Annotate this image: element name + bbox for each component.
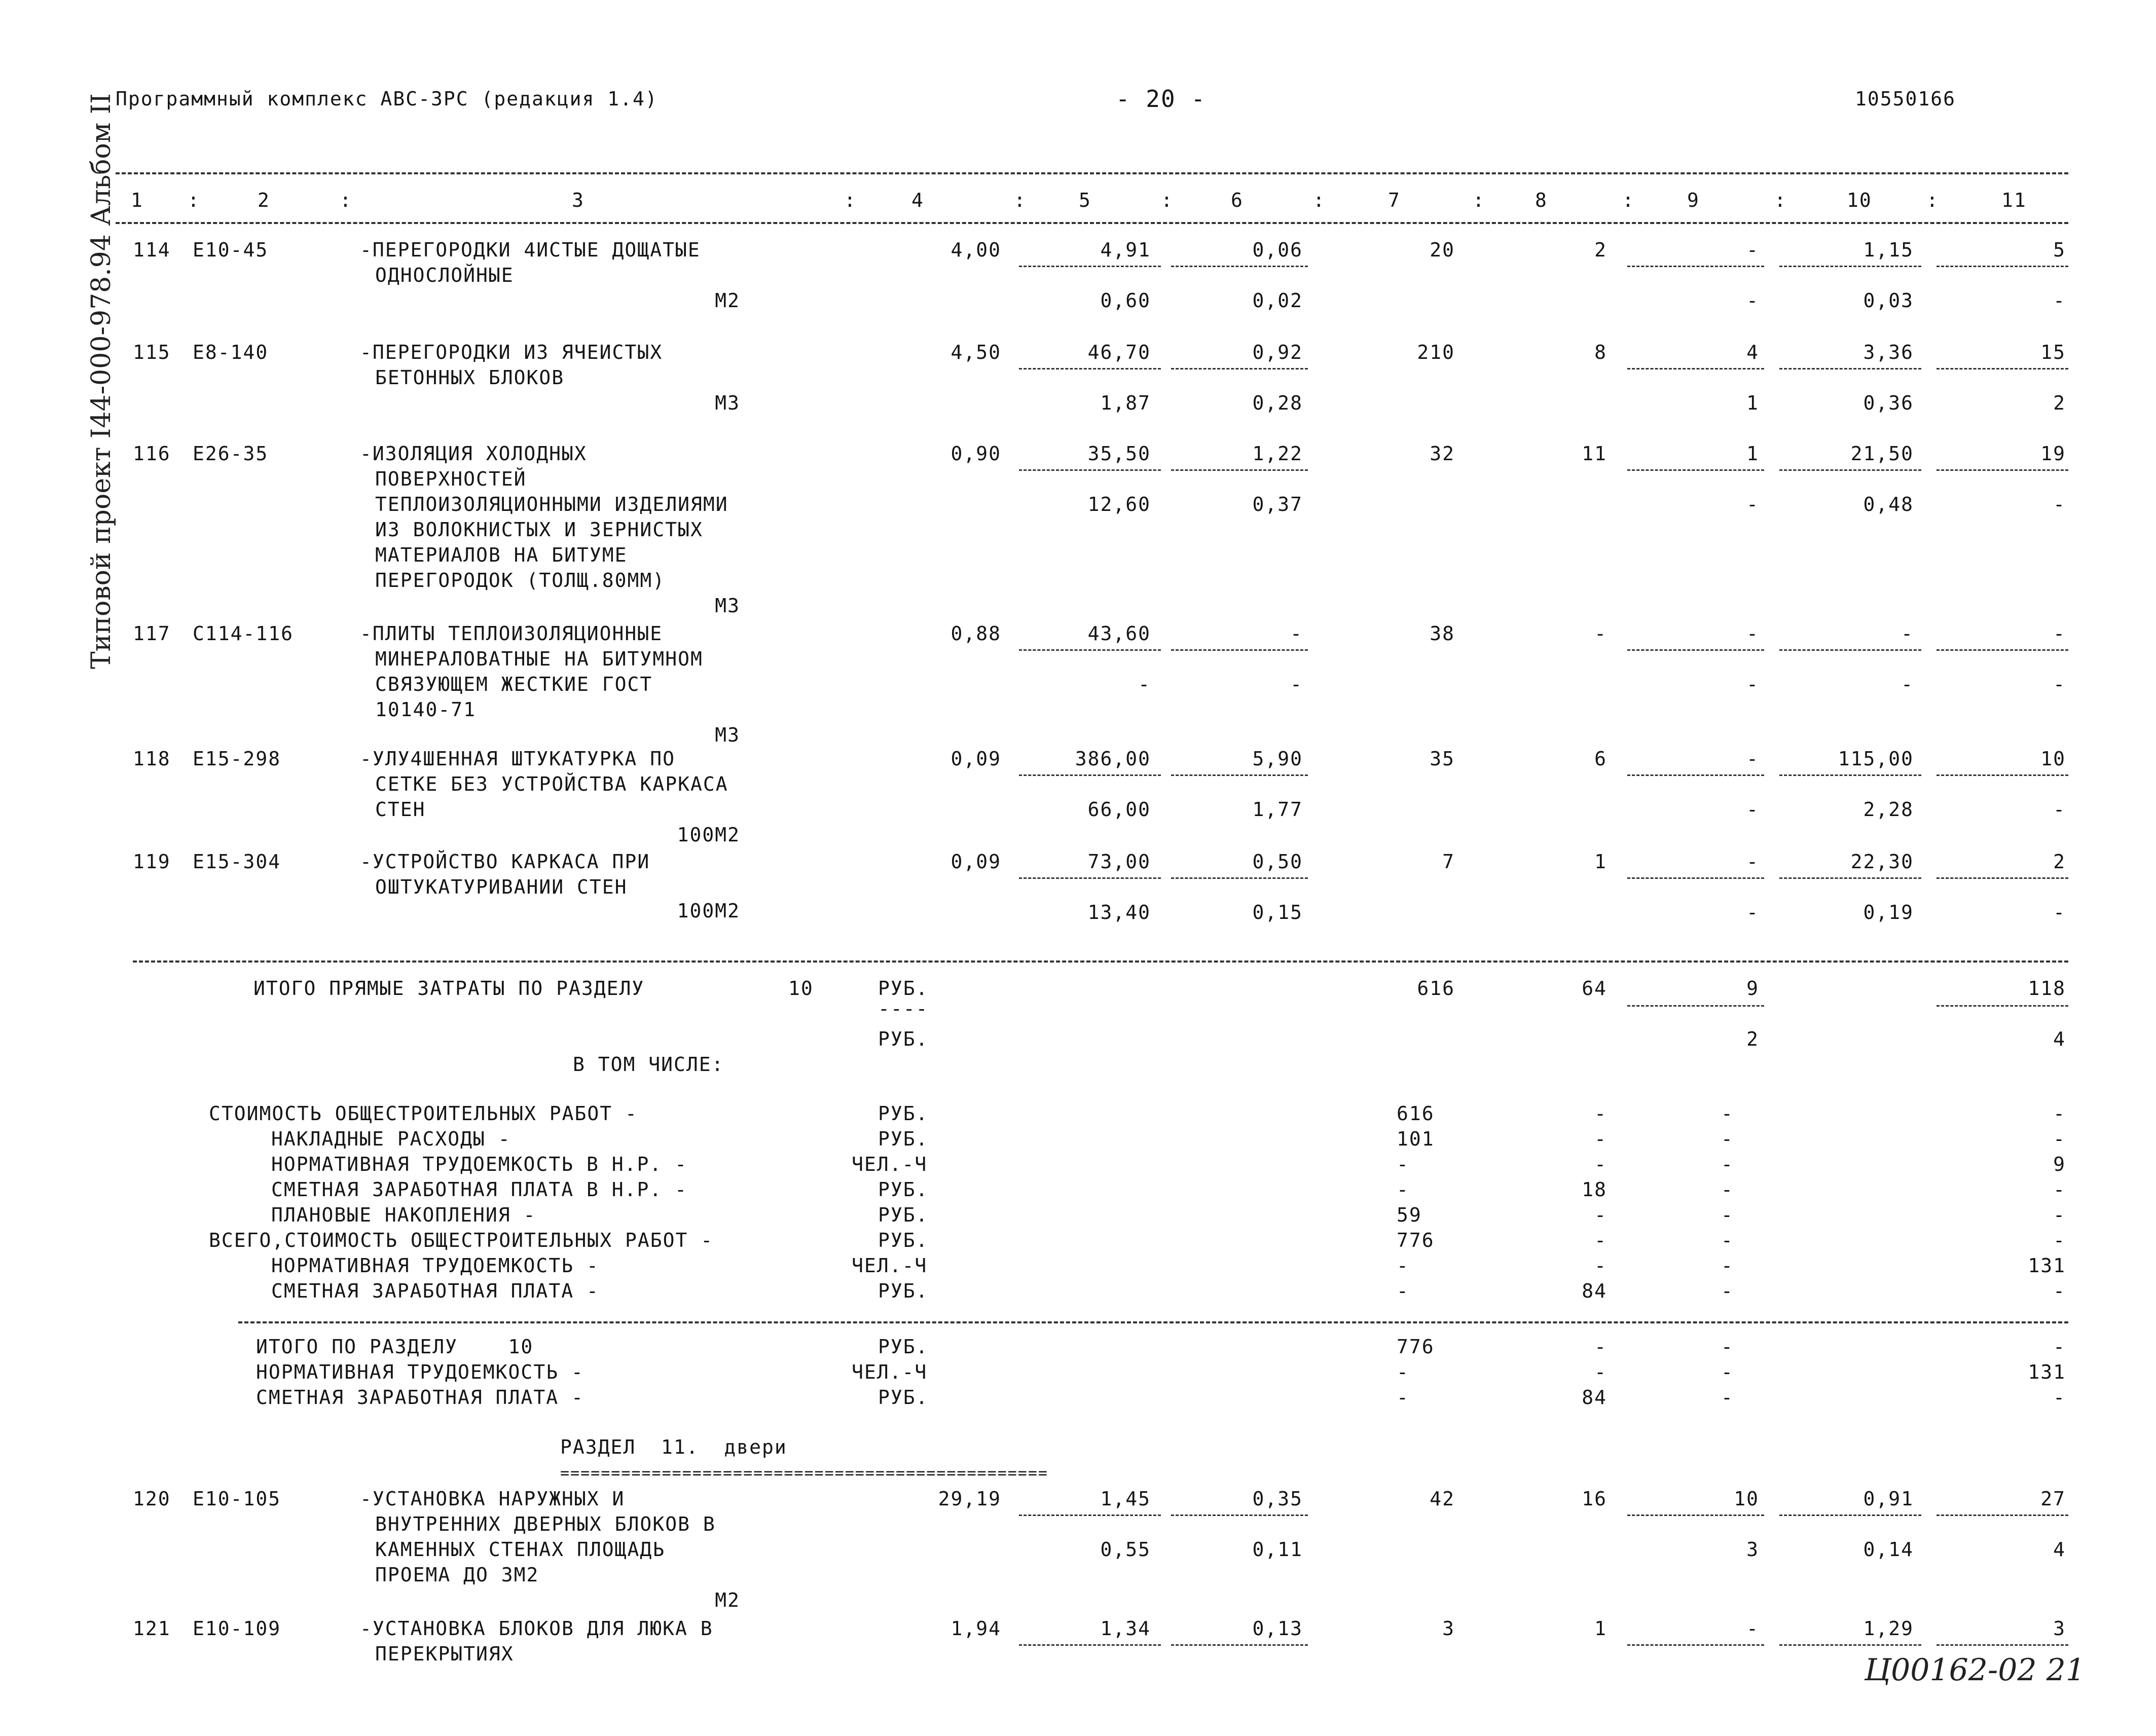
quantity: 4,50 (951, 341, 1001, 363)
summary-total-cost: 101 (1397, 1128, 1435, 1150)
work-code: Е10-45 (193, 239, 269, 261)
machine-cost-wage: 0,15 (1252, 901, 1303, 924)
value-divider (1779, 774, 1921, 776)
unit-cost-wage: 0,55 (1100, 1538, 1151, 1561)
labor-hours: 22,30 (1850, 851, 1914, 873)
summary-unit: ЧЕЛ.-Ч (852, 1153, 928, 1175)
labor-hours: 1,29 (1863, 1617, 1914, 1640)
summary-label: НАКЛАДНЫЕ РАСХОДЫ - (271, 1128, 511, 1150)
machine-wage: - (1746, 673, 1759, 695)
total-cost: 38 (1430, 622, 1455, 645)
labor-hours-wage: 0,14 (1863, 1538, 1914, 1561)
value-divider (1627, 1005, 1764, 1007)
quantity: 0,09 (951, 851, 1001, 873)
work-description: -УСТАНОВКА БЛОКОВ ДЛЯ ЛЮКА В (360, 1617, 713, 1640)
work-description: -ПЕРЕГОРОДКИ 4ИСТЫЕ ДОЩАТЫЕ (360, 239, 701, 261)
labor-hours-wage: 0,36 (1863, 392, 1914, 414)
header-top-rule (116, 172, 2068, 174)
value-divider (1019, 774, 1161, 776)
row-number: 117 (133, 622, 171, 645)
summary-hours: - (2053, 1178, 2066, 1201)
total-hours-wage: - (2053, 798, 2066, 821)
section-total-hours: - (2053, 1386, 2066, 1409)
quantity: 1,94 (951, 1617, 1001, 1640)
value-divider (1627, 1644, 1764, 1646)
totals-rule (133, 961, 2068, 963)
total-cost: 42 (1430, 1488, 1455, 1510)
section-total-hours: 131 (2028, 1361, 2066, 1383)
labor-hours: 1,15 (1863, 239, 1914, 261)
total-hours: 2 (2053, 851, 2066, 873)
total-hours-wage: - (2053, 673, 2066, 695)
summary-labor-cost: 84 (1582, 1280, 1607, 1302)
value-divider (1627, 368, 1764, 370)
unit-of-measure: М2 (715, 1589, 740, 1611)
total-hours: - (2053, 622, 2066, 645)
value-divider (1019, 1644, 1161, 1646)
labor-hours: 21,50 (1850, 442, 1914, 465)
summary-unit: ЧЕЛ.-Ч (852, 1254, 928, 1277)
unit-of-measure: 100М2 (677, 900, 740, 922)
value-divider (1171, 469, 1308, 471)
machine-cost-wage: 1,77 (1252, 798, 1303, 821)
value-divider (1627, 266, 1764, 267)
value-divider (1171, 774, 1308, 776)
work-description: ПОВЕРХНОСТЕЙ (375, 468, 527, 490)
work-description: ТЕПЛОИЗОЛЯЦИОННЫМИ ИЗДЕЛИЯМИ (375, 493, 728, 515)
section-total-labor: - (1594, 1336, 1607, 1358)
machine-cost-wage: 0,11 (1252, 1538, 1303, 1561)
section-total-labor: 84 (1582, 1386, 1607, 1409)
work-description: -ПЕРЕГОРОДКИ ИЗ ЯЧЕИСТЫХ (360, 341, 663, 363)
total-hours-wage: 2 (2053, 392, 2066, 414)
summary-labor-cost: - (1594, 1204, 1607, 1226)
summary-labor-cost: - (1594, 1102, 1607, 1125)
section-total-machine: - (1721, 1361, 1734, 1383)
labor-cost: 1 (1594, 851, 1607, 873)
total-hours: 19 (2040, 442, 2066, 465)
unit-cost: 1,34 (1100, 1617, 1151, 1640)
summary-label: СТОИМОСТЬ ОБЩЕСТРОИТЕЛЬНЫХ РАБОТ - (209, 1102, 638, 1125)
value-divider (1936, 469, 2068, 471)
summary-total-cost: 776 (1397, 1229, 1435, 1251)
total-cost: 35 (1430, 748, 1455, 770)
row-number: 120 (133, 1488, 171, 1510)
column-header-11: 11 (2001, 189, 2027, 211)
column-separator: : (1313, 189, 1326, 211)
summary-machine: - (1721, 1280, 1734, 1302)
value-divider (1779, 649, 1921, 651)
machine-cost: 0,13 (1252, 1617, 1303, 1640)
machine-cost: 0,06 (1252, 239, 1303, 261)
labor-hours: 0,91 (1863, 1488, 1914, 1510)
work-description: -ИЗОЛЯЦИЯ ХОЛОДНЫХ (360, 442, 587, 465)
quantity: 4,00 (951, 239, 1001, 261)
value-divider (1171, 1644, 1308, 1646)
total-hours-wage: - (2053, 901, 2066, 924)
labor-hours-wage: 0,03 (1863, 289, 1914, 312)
labor-cost: 11 (1582, 442, 1607, 465)
document-stamp: Ц00162-02 21 (1864, 1652, 2085, 1688)
summary-unit: РУБ. (878, 1229, 929, 1251)
summary-machine: - (1721, 1102, 1734, 1125)
section-total-label: СМЕТНАЯ ЗАРАБОТНАЯ ПЛАТА - (256, 1386, 584, 1409)
labor-hours: 115,00 (1838, 748, 1914, 770)
value-divider (1627, 774, 1764, 776)
header-bottom-rule (116, 222, 2068, 224)
work-code: Е10-109 (193, 1617, 281, 1640)
work-code: С114-116 (193, 622, 294, 645)
total-hours-wage: 4 (2053, 1028, 2066, 1050)
total-cost: 32 (1430, 442, 1455, 465)
work-description: ОШТУКАТУРИВАНИИ СТЕН (375, 876, 628, 898)
work-code: Е8-140 (193, 341, 269, 363)
work-code: Е10-105 (193, 1488, 281, 1510)
work-description: -УЛУ4ШЕННАЯ ШТУКАТУРКА ПО (360, 748, 675, 770)
value-divider (1627, 1515, 1764, 1516)
work-description: -УСТАНОВКА НАРУЖНЫХ И (360, 1488, 625, 1510)
unit-of-measure: М3 (715, 595, 740, 617)
currency-unit: РУБ. (878, 977, 929, 1000)
value-divider (1019, 649, 1161, 651)
column-header-1: 1 (131, 189, 143, 211)
unit-cost-wage: 0,60 (1100, 289, 1151, 312)
value-divider (1627, 877, 1764, 879)
value-divider (1936, 368, 2068, 370)
section-total-label: НОРМАТИВНАЯ ТРУДОЕМКОСТЬ - (256, 1361, 584, 1383)
work-description: КАМЕННЫХ СТЕНАХ ПЛОЩАДЬ (375, 1538, 666, 1561)
section-total-hours: - (2053, 1336, 2066, 1358)
work-code: Е15-298 (193, 748, 281, 770)
unit-of-measure: М3 (715, 392, 740, 414)
machine-total: 4 (1746, 341, 1759, 363)
section-total-machine: - (1721, 1386, 1734, 1409)
labor-cost: 1 (1594, 1617, 1607, 1640)
value-divider (1019, 368, 1161, 370)
total-hours-wage: - (2053, 493, 2066, 515)
work-description: ПРОЕМА ДО 3М2 (375, 1564, 539, 1586)
total-cost: 616 (1417, 977, 1455, 1000)
value-divider (1171, 877, 1308, 879)
column-header-5: 5 (1079, 189, 1091, 211)
value-divider (1936, 1644, 2068, 1646)
summary-label: ВСЕГО,СТОИМОСТЬ ОБЩЕСТРОИТЕЛЬНЫХ РАБОТ - (209, 1229, 714, 1251)
summary-label: НОРМАТИВНАЯ ТРУДОЕМКОСТЬ В Н.Р. - (271, 1153, 687, 1175)
machine-wage: - (1746, 901, 1759, 924)
column-header-6: 6 (1231, 189, 1244, 211)
labor-hours-wage: - (1901, 673, 1914, 695)
unit-cost: 73,00 (1087, 851, 1151, 873)
summary-label: ПЛАНОВЫЕ НАКОПЛЕНИЯ - (271, 1204, 536, 1226)
section-number: 10 (788, 977, 814, 1000)
work-description: ОДНОСЛОЙНЫЕ (375, 264, 514, 286)
row-number: 114 (133, 239, 171, 261)
quantity: 29,19 (938, 1488, 1001, 1510)
machine-wage: - (1746, 798, 1759, 821)
work-description: 10140-71 (375, 698, 477, 721)
section-underline: ================================================ (560, 1466, 1048, 1481)
section-total-unit: РУБ. (878, 1336, 929, 1358)
work-description: ИЗ ВОЛОКНИСТЫХ И ЗЕРНИСТЫХ (375, 519, 703, 541)
labor-hours: - (1901, 622, 1914, 645)
work-description: МИНЕРАЛОВАТНЫЕ НА БИТУМНОМ (375, 648, 703, 670)
summary-unit: РУБ. (878, 1280, 929, 1302)
summary-total-cost: - (1397, 1254, 1409, 1277)
unit-cost: 43,60 (1087, 622, 1151, 645)
value-divider (1019, 469, 1161, 471)
total-hours: 5 (2053, 239, 2066, 261)
machine-wage: 2 (1746, 1028, 1759, 1050)
unit-cost-wage: - (1138, 673, 1151, 695)
unit-cost-wage: 1,87 (1100, 392, 1151, 414)
summary-unit: РУБ. (878, 1204, 929, 1226)
document-code: 10550166 (1854, 88, 1956, 110)
section-total-cost: - (1397, 1361, 1409, 1383)
value-divider (1019, 877, 1161, 879)
value-divider (1171, 1515, 1308, 1516)
value-divider (1936, 1515, 2068, 1516)
column-header-9: 9 (1687, 189, 1700, 211)
machine-cost-wage: 0,37 (1252, 493, 1303, 515)
labor-hours-wage: 0,48 (1863, 493, 1914, 515)
summary-total-cost: - (1397, 1178, 1409, 1201)
machine-cost-wage: 0,28 (1252, 392, 1303, 414)
summary-unit: РУБ. (878, 1102, 929, 1125)
section-total-label: ИТОГО ПО РАЗДЕЛУ 10 (256, 1336, 534, 1358)
row-number: 119 (133, 851, 171, 873)
summary-machine: - (1721, 1204, 1734, 1226)
work-description: СТЕН (375, 798, 426, 821)
value-divider (1171, 266, 1308, 267)
total-cost: 210 (1417, 341, 1455, 363)
value-divider (1019, 1515, 1161, 1516)
quantity: 0,90 (951, 442, 1001, 465)
labor-cost: 64 (1582, 977, 1607, 1000)
unit-cost-wage: 12,60 (1087, 493, 1151, 515)
total-hours: 27 (2040, 1488, 2066, 1510)
summary-total-cost: - (1397, 1280, 1409, 1302)
machine-total: 1 (1746, 442, 1759, 465)
unit-dash: ---- (878, 998, 929, 1020)
machine-wage: - (1746, 493, 1759, 515)
machine-cost-wage: - (1290, 673, 1303, 695)
direct-costs-label: ИТОГО ПРЯМЫЕ ЗАТРАТЫ ПО РАЗДЕЛУ (253, 977, 645, 1000)
quantity: 0,88 (951, 622, 1001, 645)
column-separator: : (340, 189, 352, 211)
total-hours-wage: 4 (2053, 1538, 2066, 1561)
unit-cost: 46,70 (1087, 341, 1151, 363)
value-divider (1019, 266, 1161, 267)
column-header-8: 8 (1535, 189, 1548, 211)
labor-cost: 2 (1594, 239, 1607, 261)
column-separator: : (1161, 189, 1174, 211)
value-divider (1171, 368, 1308, 370)
unit-cost: 35,50 (1087, 442, 1151, 465)
machine-total: - (1746, 622, 1759, 645)
total-hours: 118 (2028, 977, 2066, 1000)
summary-machine: - (1721, 1229, 1734, 1251)
unit-cost: 4,91 (1100, 239, 1151, 261)
machine-cost: 0,92 (1252, 341, 1303, 363)
labor-hours-wage: 2,28 (1863, 798, 1914, 821)
row-number: 115 (133, 341, 171, 363)
work-code: Е15-304 (193, 851, 281, 873)
section-11-title: РАЗДЕЛ 11. двери (560, 1436, 787, 1458)
value-divider (1936, 266, 2068, 267)
value-divider (1627, 649, 1764, 651)
machine-wage: - (1746, 289, 1759, 312)
machine-total: - (1746, 239, 1759, 261)
summary-labor-cost: - (1594, 1128, 1607, 1150)
summary-label: НОРМАТИВНАЯ ТРУДОЕМКОСТЬ - (271, 1254, 599, 1277)
row-number: 116 (133, 442, 171, 465)
summary-hours: - (2053, 1280, 2066, 1302)
value-divider (1779, 1644, 1921, 1646)
summary-hours: 9 (2053, 1153, 2066, 1175)
section-total-unit: ЧЕЛ.-Ч (852, 1361, 928, 1383)
value-divider (1779, 266, 1921, 267)
program-title: Программный комплекс АВС-3РС (редакция 1.4) (116, 88, 658, 110)
summary-unit: РУБ. (878, 1128, 929, 1150)
machine-total: 10 (1734, 1488, 1759, 1510)
row-number: 121 (133, 1617, 171, 1640)
labor-cost: 16 (1582, 1488, 1607, 1510)
summary-hours: - (2053, 1229, 2066, 1251)
value-divider (1936, 649, 2068, 651)
work-description: БЕТОННЫХ БЛОКОВ (375, 366, 565, 389)
work-description: МАТЕРИАЛОВ НА БИТУМЕ (375, 544, 628, 566)
summary-machine: - (1721, 1128, 1734, 1150)
summary-labor-cost: - (1594, 1153, 1607, 1175)
summary-label: СМЕТНАЯ ЗАРАБОТНАЯ ПЛАТА - (271, 1280, 599, 1302)
column-header-3: 3 (572, 189, 584, 211)
column-separator: : (1473, 189, 1485, 211)
summary-labor-cost: - (1594, 1254, 1607, 1277)
unit-cost-wage: 66,00 (1087, 798, 1151, 821)
work-description: -УСТРОЙСТВО КАРКАСА ПРИ (360, 851, 650, 873)
column-header-4: 4 (911, 189, 924, 211)
value-divider (1779, 877, 1921, 879)
machine-cost: 1,22 (1252, 442, 1303, 465)
summary-total-cost: 616 (1397, 1102, 1435, 1125)
summary-unit: РУБ. (878, 1178, 929, 1201)
labor-cost: 8 (1594, 341, 1607, 363)
summary-hours: - (2053, 1204, 2066, 1226)
summary-total-cost: 59 (1397, 1204, 1422, 1226)
unit-cost: 1,45 (1100, 1488, 1151, 1510)
unit-of-measure: 100М2 (677, 824, 740, 846)
machine-cost: 0,35 (1252, 1488, 1303, 1510)
value-divider (1779, 1515, 1921, 1516)
total-hours: 15 (2040, 341, 2066, 363)
summary-hours: 131 (2028, 1254, 2066, 1277)
unit-cost: 386,00 (1075, 748, 1151, 770)
unit-cost-wage: 13,40 (1087, 901, 1151, 924)
column-separator: : (1014, 189, 1027, 211)
work-description: ПЕРЕГОРОДОК (ТОЛЩ.80ММ) (375, 569, 666, 592)
machine-total: - (1746, 1617, 1759, 1640)
summary-machine: - (1721, 1153, 1734, 1175)
machine-cost: 0,50 (1252, 851, 1303, 873)
work-description: -ПЛИТЫ ТЕПЛОИЗОЛЯЦИОННЫЕ (360, 622, 663, 645)
work-description: СЕТКЕ БЕЗ УСТРОЙСТВА КАРКАСА (375, 773, 728, 795)
side-title: Типовой проект I44-000-978.94 Альбом II (86, 93, 117, 669)
value-divider (1936, 774, 2068, 776)
summary-hours: - (2053, 1102, 2066, 1125)
page-number: - 20 - (1115, 85, 1207, 113)
labor-cost: - (1594, 622, 1607, 645)
total-cost: 7 (1442, 851, 1455, 873)
summary-rule (238, 1321, 2068, 1323)
column-header-2: 2 (258, 189, 270, 211)
machine-total: - (1746, 748, 1759, 770)
including-heading: В ТОМ ЧИСЛЕ: (573, 1053, 724, 1076)
unit-of-measure: М2 (715, 289, 740, 312)
total-hours: 10 (2040, 748, 2066, 770)
machine-total: 9 (1746, 977, 1759, 1000)
column-separator: : (1926, 189, 1939, 211)
work-description: СВЯЗУЮЩЕМ ЖЕСТКИЕ ГОСТ (375, 673, 653, 695)
summary-label: СМЕТНАЯ ЗАРАБОТНАЯ ПЛАТА В Н.Р. - (271, 1178, 687, 1201)
section-total-machine: - (1721, 1336, 1734, 1358)
quantity: 0,09 (951, 748, 1001, 770)
currency-unit: РУБ. (878, 1028, 929, 1050)
value-divider (1779, 368, 1921, 370)
summary-labor-cost: 18 (1582, 1178, 1607, 1201)
column-separator: : (1622, 189, 1635, 211)
value-divider (1171, 649, 1308, 651)
work-description: ПЕРЕКРЫТИЯХ (375, 1643, 514, 1665)
work-code: Е26-35 (193, 442, 269, 465)
labor-cost: 6 (1594, 748, 1607, 770)
summary-hours: - (2053, 1128, 2066, 1150)
machine-total: - (1746, 851, 1759, 873)
total-cost: 20 (1430, 239, 1455, 261)
summary-total-cost: - (1397, 1153, 1409, 1175)
labor-hours: 3,36 (1863, 341, 1914, 363)
column-separator: : (844, 189, 857, 211)
unit-of-measure: М3 (715, 724, 740, 746)
row-number: 118 (133, 748, 171, 770)
section-total-cost: - (1397, 1386, 1409, 1409)
work-description: ВНУТРЕННИХ ДВЕРНЫХ БЛОКОВ В (375, 1513, 716, 1535)
machine-cost: 5,90 (1252, 748, 1303, 770)
value-divider (1627, 469, 1764, 471)
section-total-unit: РУБ. (878, 1386, 929, 1409)
value-divider (1936, 1005, 2068, 1007)
machine-cost: - (1290, 622, 1303, 645)
machine-wage: 3 (1746, 1538, 1759, 1561)
column-header-10: 10 (1847, 189, 1872, 211)
section-total-labor: - (1594, 1361, 1607, 1383)
column-separator: : (1774, 189, 1787, 211)
total-cost: 3 (1442, 1617, 1455, 1640)
labor-hours-wage: 0,19 (1863, 901, 1914, 924)
summary-machine: - (1721, 1254, 1734, 1277)
summary-labor-cost: - (1594, 1229, 1607, 1251)
column-separator: : (188, 189, 200, 211)
value-divider (1779, 469, 1921, 471)
total-hours-wage: - (2053, 289, 2066, 312)
value-divider (1936, 877, 2068, 879)
machine-wage: 1 (1746, 392, 1759, 414)
column-header-7: 7 (1388, 189, 1401, 211)
section-total-cost: 776 (1397, 1336, 1435, 1358)
summary-machine: - (1721, 1178, 1734, 1201)
total-hours: 3 (2053, 1617, 2066, 1640)
machine-cost-wage: 0,02 (1252, 289, 1303, 312)
